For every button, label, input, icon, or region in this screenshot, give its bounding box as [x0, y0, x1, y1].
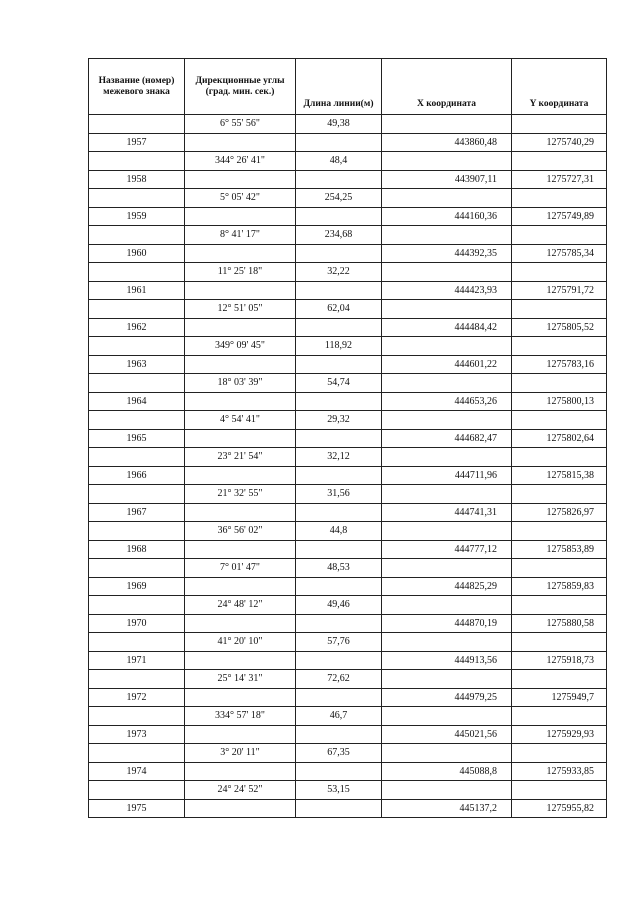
- segment-y-cell: [512, 300, 607, 319]
- segment-mark-cell: [89, 596, 185, 615]
- mark-y-coordinate: 1275949,7: [512, 688, 607, 707]
- segment-x-cell: [382, 374, 512, 393]
- segment-x-cell: [382, 559, 512, 578]
- mark-y-coordinate: 1275918,73: [512, 651, 607, 670]
- mark-name: 1969: [89, 577, 185, 596]
- segment-angle: 41° 20' 10": [185, 633, 296, 652]
- mark-angle-cell: [185, 725, 296, 744]
- mark-y-coordinate: 1275929,93: [512, 725, 607, 744]
- table-body: [89, 115, 607, 818]
- segment-x-cell: [382, 522, 512, 541]
- mark-name: 1959: [89, 207, 185, 226]
- segment-length: 53,15: [296, 781, 382, 800]
- segment-row: [89, 522, 607, 541]
- mark-name: 1958: [89, 170, 185, 189]
- mark-row: [89, 799, 607, 818]
- mark-length-cell: [296, 540, 382, 559]
- segment-mark-cell: [89, 781, 185, 800]
- segment-row: [89, 189, 607, 208]
- segment-mark-cell: [89, 448, 185, 467]
- mark-length-cell: [296, 207, 382, 226]
- mark-x-coordinate: 444392,35: [382, 244, 512, 263]
- segment-angle: 8° 41' 17": [185, 226, 296, 245]
- segment-y-cell: [512, 374, 607, 393]
- mark-row: [89, 540, 607, 559]
- segment-mark-cell: [89, 374, 185, 393]
- mark-name: 1964: [89, 392, 185, 411]
- segment-angle: 6° 55' 56": [185, 115, 296, 134]
- segment-mark-cell: [89, 559, 185, 578]
- mark-x-coordinate: 444870,19: [382, 614, 512, 633]
- segment-angle: 18° 03' 39": [185, 374, 296, 393]
- segment-mark-cell: [89, 633, 185, 652]
- segment-length: 234,68: [296, 226, 382, 245]
- mark-row: [89, 651, 607, 670]
- mark-length-cell: [296, 614, 382, 633]
- segment-row: [89, 670, 607, 689]
- segment-x-cell: [382, 781, 512, 800]
- mark-row: [89, 429, 607, 448]
- mark-row: [89, 577, 607, 596]
- mark-row: [89, 281, 607, 300]
- segment-y-cell: [512, 522, 607, 541]
- segment-row: [89, 374, 607, 393]
- segment-length: 57,76: [296, 633, 382, 652]
- segment-angle: 21° 32' 55": [185, 485, 296, 504]
- segment-angle: 23° 21' 54": [185, 448, 296, 467]
- segment-angle: 36° 56' 02": [185, 522, 296, 541]
- segment-y-cell: [512, 559, 607, 578]
- mark-name: 1966: [89, 466, 185, 485]
- mark-length-cell: [296, 799, 382, 818]
- segment-mark-cell: [89, 337, 185, 356]
- mark-length-cell: [296, 318, 382, 337]
- mark-x-coordinate: 444741,31: [382, 503, 512, 522]
- segment-x-cell: [382, 337, 512, 356]
- mark-name: 1971: [89, 651, 185, 670]
- segment-row: [89, 559, 607, 578]
- mark-length-cell: [296, 355, 382, 374]
- mark-name: 1974: [89, 762, 185, 781]
- segment-y-cell: [512, 115, 607, 134]
- segment-y-cell: [512, 633, 607, 652]
- mark-x-coordinate: 445088,8: [382, 762, 512, 781]
- segment-length: 48,4: [296, 152, 382, 171]
- mark-length-cell: [296, 762, 382, 781]
- segment-angle: 334° 57' 18": [185, 707, 296, 726]
- segment-x-cell: [382, 633, 512, 652]
- mark-name: 1973: [89, 725, 185, 744]
- segment-mark-cell: [89, 152, 185, 171]
- mark-name: 1970: [89, 614, 185, 633]
- mark-x-coordinate: 444711,96: [382, 466, 512, 485]
- segment-angle: 11° 25' 18": [185, 263, 296, 282]
- mark-length-cell: [296, 170, 382, 189]
- mark-angle-cell: [185, 133, 296, 152]
- header-mark-name: Название (номер) межевого знака: [89, 59, 185, 115]
- segment-length: 54,74: [296, 374, 382, 393]
- header-direction-angles: Дирекционные углы (град. мин. сек.): [185, 59, 296, 115]
- segment-row: [89, 337, 607, 356]
- mark-angle-cell: [185, 170, 296, 189]
- mark-y-coordinate: 1275727,31: [512, 170, 607, 189]
- mark-angle-cell: [185, 799, 296, 818]
- mark-name: 1975: [89, 799, 185, 818]
- mark-x-coordinate: 444979,25: [382, 688, 512, 707]
- mark-name: 1965: [89, 429, 185, 448]
- segment-x-cell: [382, 152, 512, 171]
- mark-x-coordinate: 444825,29: [382, 577, 512, 596]
- mark-angle-cell: [185, 281, 296, 300]
- segment-x-cell: [382, 189, 512, 208]
- segment-angle: 24° 48' 12": [185, 596, 296, 615]
- segment-y-cell: [512, 596, 607, 615]
- segment-length: 46,7: [296, 707, 382, 726]
- segment-angle: 344° 26' 41": [185, 152, 296, 171]
- segment-x-cell: [382, 707, 512, 726]
- segment-angle: 349° 09' 45": [185, 337, 296, 356]
- segment-row: [89, 152, 607, 171]
- mark-row: [89, 170, 607, 189]
- mark-angle-cell: [185, 503, 296, 522]
- mark-length-cell: [296, 429, 382, 448]
- segment-angle: 12° 51' 05": [185, 300, 296, 319]
- mark-length-cell: [296, 503, 382, 522]
- segment-length: 48,53: [296, 559, 382, 578]
- mark-x-coordinate: 443860,48: [382, 133, 512, 152]
- mark-y-coordinate: 1275933,85: [512, 762, 607, 781]
- mark-angle-cell: [185, 577, 296, 596]
- segment-x-cell: [382, 744, 512, 763]
- mark-y-coordinate: 1275740,29: [512, 133, 607, 152]
- mark-row: [89, 466, 607, 485]
- segment-length: 118,92: [296, 337, 382, 356]
- segment-y-cell: [512, 670, 607, 689]
- mark-row: [89, 392, 607, 411]
- header-y-coordinate: Y координата: [512, 59, 607, 115]
- segment-y-cell: [512, 337, 607, 356]
- segment-mark-cell: [89, 485, 185, 504]
- segment-length: 31,56: [296, 485, 382, 504]
- segment-length: 67,35: [296, 744, 382, 763]
- segment-row: [89, 596, 607, 615]
- segment-angle: 4° 54' 41": [185, 411, 296, 430]
- segment-y-cell: [512, 411, 607, 430]
- mark-name: 1963: [89, 355, 185, 374]
- mark-name: 1962: [89, 318, 185, 337]
- mark-name: 1967: [89, 503, 185, 522]
- segment-x-cell: [382, 448, 512, 467]
- segment-y-cell: [512, 707, 607, 726]
- mark-angle-cell: [185, 651, 296, 670]
- mark-y-coordinate: 1275749,89: [512, 207, 607, 226]
- segment-y-cell: [512, 781, 607, 800]
- mark-angle-cell: [185, 466, 296, 485]
- segment-mark-cell: [89, 707, 185, 726]
- mark-row: [89, 688, 607, 707]
- segment-row: [89, 226, 607, 245]
- mark-y-coordinate: 1275826,97: [512, 503, 607, 522]
- segment-y-cell: [512, 485, 607, 504]
- mark-angle-cell: [185, 244, 296, 263]
- segment-length: 32,12: [296, 448, 382, 467]
- mark-length-cell: [296, 688, 382, 707]
- mark-angle-cell: [185, 614, 296, 633]
- mark-angle-cell: [185, 429, 296, 448]
- segment-length: 32,22: [296, 263, 382, 282]
- segment-mark-cell: [89, 189, 185, 208]
- mark-angle-cell: [185, 688, 296, 707]
- mark-x-coordinate: 444653,26: [382, 392, 512, 411]
- segment-mark-cell: [89, 226, 185, 245]
- segment-length: 254,25: [296, 189, 382, 208]
- segment-x-cell: [382, 115, 512, 134]
- mark-x-coordinate: 444601,22: [382, 355, 512, 374]
- mark-row: [89, 133, 607, 152]
- mark-x-coordinate: 445137,2: [382, 799, 512, 818]
- mark-row: [89, 207, 607, 226]
- mark-y-coordinate: 1275955,82: [512, 799, 607, 818]
- mark-x-coordinate: 445021,56: [382, 725, 512, 744]
- mark-y-coordinate: 1275805,52: [512, 318, 607, 337]
- mark-length-cell: [296, 281, 382, 300]
- mark-y-coordinate: 1275802,64: [512, 429, 607, 448]
- segment-x-cell: [382, 485, 512, 504]
- mark-x-coordinate: 443907,11: [382, 170, 512, 189]
- mark-y-coordinate: 1275880,58: [512, 614, 607, 633]
- segment-mark-cell: [89, 115, 185, 134]
- mark-y-coordinate: 1275800,13: [512, 392, 607, 411]
- segment-row: [89, 633, 607, 652]
- segment-x-cell: [382, 263, 512, 282]
- segment-angle: 3° 20' 11": [185, 744, 296, 763]
- segment-length: 29,32: [296, 411, 382, 430]
- segment-y-cell: [512, 152, 607, 171]
- mark-length-cell: [296, 244, 382, 263]
- segment-row: [89, 781, 607, 800]
- mark-angle-cell: [185, 355, 296, 374]
- header-line-length: Длина линии(м): [296, 59, 382, 115]
- header-row: [89, 59, 607, 115]
- mark-x-coordinate: 444682,47: [382, 429, 512, 448]
- segment-mark-cell: [89, 411, 185, 430]
- mark-length-cell: [296, 392, 382, 411]
- segment-length: 62,04: [296, 300, 382, 319]
- segment-y-cell: [512, 226, 607, 245]
- segment-mark-cell: [89, 263, 185, 282]
- mark-y-coordinate: 1275853,89: [512, 540, 607, 559]
- mark-angle-cell: [185, 540, 296, 559]
- mark-name: 1960: [89, 244, 185, 263]
- segment-mark-cell: [89, 522, 185, 541]
- mark-y-coordinate: 1275783,16: [512, 355, 607, 374]
- segment-row: [89, 744, 607, 763]
- mark-row: [89, 244, 607, 263]
- segment-y-cell: [512, 189, 607, 208]
- segment-angle: 25° 14' 31": [185, 670, 296, 689]
- segment-x-cell: [382, 670, 512, 689]
- mark-length-cell: [296, 651, 382, 670]
- segment-length: 72,62: [296, 670, 382, 689]
- mark-angle-cell: [185, 392, 296, 411]
- mark-length-cell: [296, 577, 382, 596]
- segment-x-cell: [382, 411, 512, 430]
- segment-row: [89, 115, 607, 134]
- mark-angle-cell: [185, 207, 296, 226]
- segment-row: [89, 485, 607, 504]
- boundary-marks-table: [88, 58, 607, 818]
- segment-mark-cell: [89, 300, 185, 319]
- header-x-coordinate: X координата: [382, 59, 512, 115]
- mark-row: [89, 503, 607, 522]
- mark-name: 1972: [89, 688, 185, 707]
- segment-angle: 24° 24' 52": [185, 781, 296, 800]
- mark-length-cell: [296, 466, 382, 485]
- segment-angle: 7° 01' 47": [185, 559, 296, 578]
- segment-x-cell: [382, 596, 512, 615]
- segment-row: [89, 411, 607, 430]
- segment-x-cell: [382, 226, 512, 245]
- segment-length: 44,8: [296, 522, 382, 541]
- mark-name: 1968: [89, 540, 185, 559]
- mark-angle-cell: [185, 318, 296, 337]
- mark-name: 1957: [89, 133, 185, 152]
- mark-row: [89, 614, 607, 633]
- mark-row: [89, 762, 607, 781]
- mark-length-cell: [296, 133, 382, 152]
- segment-row: [89, 300, 607, 319]
- mark-angle-cell: [185, 762, 296, 781]
- segment-x-cell: [382, 300, 512, 319]
- mark-y-coordinate: 1275815,38: [512, 466, 607, 485]
- mark-x-coordinate: 444160,36: [382, 207, 512, 226]
- mark-x-coordinate: 444423,93: [382, 281, 512, 300]
- segment-mark-cell: [89, 670, 185, 689]
- segment-length: 49,38: [296, 115, 382, 134]
- mark-x-coordinate: 444777,12: [382, 540, 512, 559]
- mark-name: 1961: [89, 281, 185, 300]
- segment-angle: 5° 05' 42": [185, 189, 296, 208]
- mark-x-coordinate: 444484,42: [382, 318, 512, 337]
- mark-y-coordinate: 1275859,83: [512, 577, 607, 596]
- segment-y-cell: [512, 263, 607, 282]
- mark-y-coordinate: 1275785,34: [512, 244, 607, 263]
- segment-y-cell: [512, 448, 607, 467]
- segment-row: [89, 707, 607, 726]
- segment-row: [89, 263, 607, 282]
- mark-row: [89, 355, 607, 374]
- mark-length-cell: [296, 725, 382, 744]
- segment-mark-cell: [89, 744, 185, 763]
- segment-length: 49,46: [296, 596, 382, 615]
- mark-row: [89, 318, 607, 337]
- mark-y-coordinate: 1275791,72: [512, 281, 607, 300]
- segment-row: [89, 448, 607, 467]
- mark-x-coordinate: 444913,56: [382, 651, 512, 670]
- mark-row: [89, 725, 607, 744]
- segment-y-cell: [512, 744, 607, 763]
